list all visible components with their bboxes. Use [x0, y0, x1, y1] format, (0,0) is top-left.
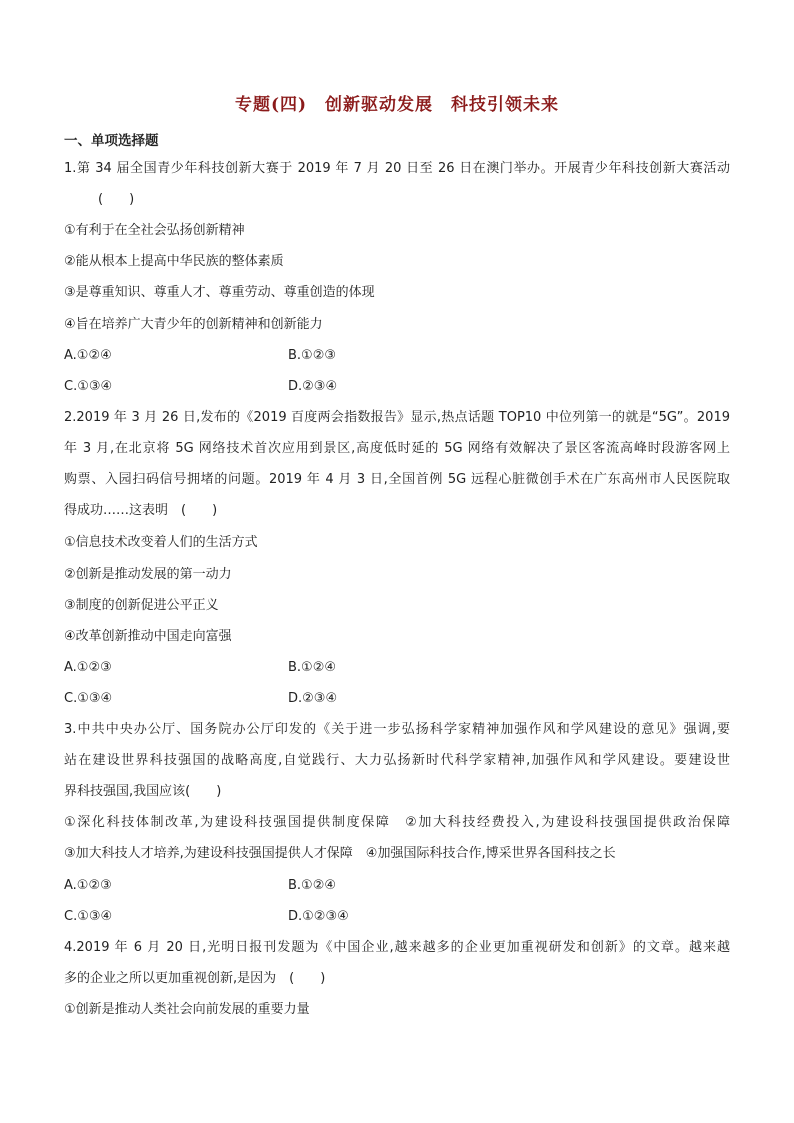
q1-statement-1: ①有利于在全社会弘扬创新精神 [64, 223, 245, 238]
q2-option-d[interactable]: D.②③④ [288, 691, 338, 706]
q2-option-c[interactable]: C.①③④ [64, 691, 113, 706]
q2-stem-line-3: 购票、入园扫码信号拥堵的问题。2019 年 4 月 3 日,全国首例 5G 远程心脏微创手术在广东高州市人民医院取 [64, 472, 730, 487]
q2-option-b[interactable]: B.①②④ [288, 660, 337, 675]
q1-option-a[interactable]: A.①②④ [64, 348, 112, 363]
q1-stem-line-1: 1.第 34 届全国青少年科技创新大赛于 2019 年 7 月 20 日至 26 日在澳门举办。开展青少年科技创新大赛活动 [64, 161, 730, 176]
q1-option-d[interactable]: D.②③④ [288, 379, 338, 394]
q2-stem-line-2: 年 3 月,在北京将 5G 网络技术首次应用到景区,高度低时延的 5G 网络有效解决了景区客流高峰时段游客网上 [64, 441, 730, 456]
q3-statement-3-4: ③加大科技人才培养,为建设科技强国提供人才保障 ④加强国际科技合作,博采世界各国科技之长 [64, 846, 616, 861]
q4-stem-line-1: 4.2019 年 6 月 20 日,光明日报刊发题为《中国企业,越来越多的企业更加重视研发和创新》的文章。越来越 [64, 940, 730, 955]
q2-option-a[interactable]: A.①②③ [64, 660, 112, 675]
q1-option-c[interactable]: C.①③④ [64, 379, 113, 394]
title-part-technology: 科技引领未来 [451, 95, 560, 115]
q2-stem-line-4: 得成功……这表明 ( ) [64, 503, 218, 518]
q2-statement-3: ③制度的创新促进公平正义 [64, 598, 219, 613]
q1-answer-bracket: ( ) [98, 192, 135, 207]
q1-statement-3: ③是尊重知识、尊重人才、尊重劳动、尊重创造的体现 [64, 285, 375, 300]
q3-stem-line-2: 站在建设世界科技强国的战略高度,自觉践行、大力弘扬新时代科学家精神,加强作风和学风建设。要建设世 [64, 753, 730, 768]
q3-option-d[interactable]: D.①②③④ [288, 909, 349, 924]
q1-statement-2: ②能从根本上提高中华民族的整体素质 [64, 254, 284, 269]
section-heading: 一、单项选择题 [64, 133, 159, 149]
q2-statement-2: ②创新是推动发展的第一动力 [64, 567, 232, 582]
q3-option-c[interactable]: C.①③④ [64, 909, 113, 924]
q2-stem-line-1: 2.2019 年 3 月 26 日,发布的《2019 百度两会指数报告》显示,热点话题 TOP10 中位列第一的就是“5G”。2019 [64, 410, 730, 425]
q3-option-b[interactable]: B.①②④ [288, 878, 337, 893]
q2-statement-4: ④改革创新推动中国走向富强 [64, 629, 232, 644]
page-title [0, 90, 794, 115]
q1-statement-4: ④旨在培养广大青少年的创新精神和创新能力 [64, 317, 323, 332]
q4-stem-line-2: 多的企业之所以更加重视创新,是因为 ( ) [64, 971, 326, 986]
q1-option-b[interactable]: B.①②③ [288, 348, 337, 363]
q3-option-a[interactable]: A.①②③ [64, 878, 112, 893]
title-part-topic: 专题(四) [234, 95, 308, 115]
q3-stem-line-1: 3.中共中央办公厅、国务院办公厅印发的《关于进一步弘扬科学家精神加强作风和学风建设的意见》强调,要 [64, 722, 730, 737]
q2-statement-1: ①信息技术改变着人们的生活方式 [64, 535, 258, 550]
q3-statement-1-2: ①深化科技体制改革,为建设科技强国提供制度保障 ②加大科技经费投入,为建设科技强国提供政治保障 [64, 815, 730, 830]
q3-stem-line-3: 界科技强国,我国应该( ) [64, 784, 222, 799]
title-part-innovation: 创新驱动发展 [325, 95, 434, 115]
q4-statement-1: ①创新是推动人类社会向前发展的重要力量 [64, 1002, 310, 1017]
